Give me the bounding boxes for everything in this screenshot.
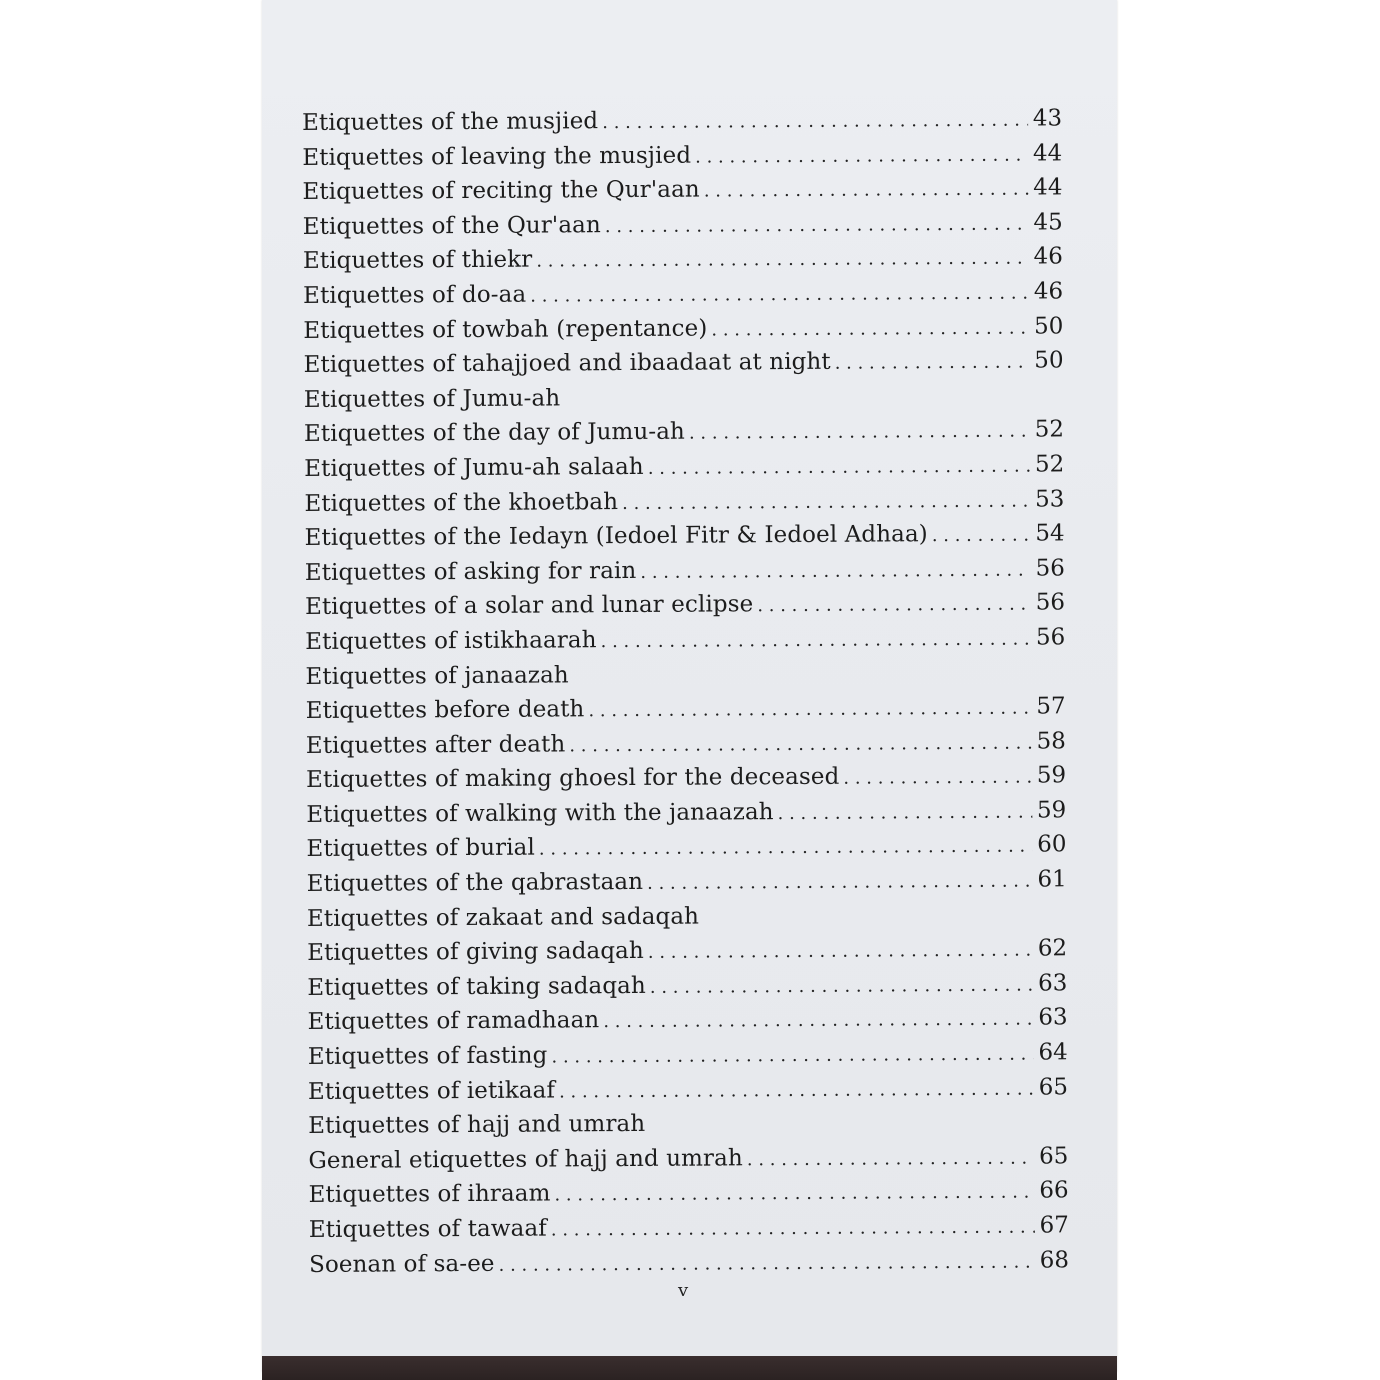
toc-entry-title: Etiquettes of fasting (307, 1042, 548, 1071)
dot-leader (778, 801, 1033, 824)
toc-entry (308, 1039, 1068, 1078)
toc-entry-page-number: 60 (1037, 831, 1067, 858)
toc-entry (302, 140, 1062, 179)
toc-entry-page-number: 63 (1038, 1004, 1068, 1031)
toc-entry (309, 1212, 1069, 1251)
toc-entry (307, 970, 1067, 1009)
toc-entry-title: Etiquettes of the qabrastaan (306, 868, 644, 898)
dot-leader (569, 732, 1032, 756)
toc-entry-title: Etiquettes after death (305, 731, 566, 759)
toc-entry-title: Etiquettes of leaving the musjied (302, 142, 692, 171)
toc-entry-page-number: 52 (1034, 416, 1065, 443)
toc-entry-title: General etiquettes of hajj and umrah (308, 1145, 743, 1174)
dot-leader (559, 1078, 1034, 1102)
toc-entry (303, 278, 1063, 317)
toc-entry-title: Etiquettes of the Iedayn (Iedoel Fitr & Iedoel Adhaa) (304, 521, 928, 552)
toc-entry-page-number: 43 (1032, 105, 1063, 132)
toc-entry-page-number: 54 (1035, 520, 1065, 547)
toc-section-heading (308, 1109, 1068, 1148)
toc-entry-title: Etiquettes of taking sadaqah (307, 972, 646, 1001)
toc-section-heading (305, 659, 1065, 698)
toc-entry-page-number: 50 (1034, 347, 1064, 374)
toc-section-heading (304, 382, 1064, 421)
toc-entry (303, 209, 1063, 248)
dot-leader (554, 1182, 1034, 1206)
toc-entry-title: Etiquettes of asking for rain (304, 557, 637, 586)
page-folio: v (678, 1280, 689, 1301)
toc-entry-title: Etiquettes of zakaat and sadaqah (306, 903, 700, 932)
toc-entry-title: Etiquettes of the Qur'aan (302, 211, 601, 240)
toc-entry-title: Etiquettes of hajj and umrah (308, 1111, 646, 1140)
dot-leader (602, 110, 1028, 134)
toc-entry-page-number: 44 (1032, 139, 1063, 167)
toc-entry-page-number: 57 (1036, 693, 1066, 720)
toc-entry-title: Etiquettes of ietikaaf (307, 1077, 556, 1105)
toc-entry (304, 417, 1064, 456)
toc-entry-page-number: 58 (1036, 728, 1066, 755)
dot-leader (539, 836, 1033, 860)
toc-entry-page-number: 63 (1037, 970, 1068, 997)
toc-section-heading (307, 901, 1067, 940)
toc-entry (302, 175, 1062, 214)
toc-entry (303, 348, 1063, 387)
dot-leader (647, 871, 1033, 894)
toc-entry-page-number: 45 (1033, 209, 1063, 236)
dot-leader (843, 767, 1032, 789)
dot-leader (605, 213, 1029, 237)
toc-entry (306, 728, 1066, 767)
dot-leader (704, 179, 1029, 202)
toc-entry-title: Etiquettes of tahajjoed and ibaadaat at night (303, 348, 831, 379)
toc-entry-page-number: 66 (1039, 1177, 1069, 1204)
toc-entry-title: Etiquettes of Jumu-ah (303, 385, 561, 413)
toc-entry-page-number: 46 (1033, 243, 1063, 270)
toc-entry-page-number: 56 (1035, 624, 1066, 651)
toc-entry (309, 1178, 1069, 1217)
toc-entry (307, 866, 1067, 905)
toc-entry (305, 590, 1065, 629)
toc-entry-page-number: 52 (1034, 451, 1065, 478)
toc-entry-title: Etiquettes of making ghoesl for the deceased (306, 764, 840, 794)
table-of-contents (302, 105, 1069, 1286)
toc-entry-page-number: 62 (1037, 935, 1068, 962)
dot-leader (711, 317, 1029, 340)
toc-entry (308, 1143, 1068, 1182)
toc-entry-page-number: 53 (1035, 485, 1065, 513)
toc-entry-title: Etiquettes of ihraam (308, 1180, 551, 1209)
toc-entry-page-number: 50 (1033, 312, 1064, 340)
toc-entry (302, 105, 1062, 144)
toc-entry-title: Etiquettes of do-aa (303, 281, 527, 309)
toc-entry-title: Etiquettes of Jumu-ah salaah (304, 453, 644, 482)
toc-entry (305, 555, 1065, 594)
toc-entry (303, 313, 1063, 352)
dot-leader (695, 144, 1028, 167)
dot-leader (588, 698, 1031, 722)
toc-entry-page-number: 46 (1033, 278, 1064, 305)
toc-entry-title: Etiquettes of towbah (repentance) (303, 315, 708, 344)
dot-leader (648, 455, 1031, 478)
toc-entry-title: Etiquettes of istikhaarah (305, 627, 597, 655)
toc-entry-page-number: 68 (1039, 1246, 1070, 1274)
dot-leader (622, 490, 1030, 513)
toc-entry (305, 520, 1065, 559)
toc-entry (303, 244, 1063, 283)
toc-entry (307, 1005, 1067, 1044)
toc-entry-page-number: 56 (1035, 589, 1066, 616)
dot-leader (603, 1009, 1033, 1033)
toc-entry-title: Etiquettes of the khoetbah (304, 488, 619, 517)
dot-leader (689, 421, 1030, 444)
toc-entry-title: Etiquettes of thiekr (302, 246, 533, 275)
toc-entry-page-number: 44 (1033, 174, 1063, 201)
toc-entry-page-number: 56 (1035, 555, 1065, 582)
toc-entry-title: Etiquettes before death (305, 696, 585, 725)
toc-entry-title: Soenan of sa-ee (308, 1250, 495, 1278)
dot-leader (499, 1251, 1036, 1275)
toc-entry (304, 486, 1064, 525)
toc-entry-title: Etiquettes of tawaaf (308, 1215, 547, 1243)
dot-leader (551, 1217, 1035, 1241)
dot-leader (650, 974, 1034, 997)
toc-entry (306, 693, 1066, 732)
toc-entry-page-number: 64 (1038, 1039, 1068, 1066)
toc-entry-title: Etiquettes of janaazah (305, 661, 569, 690)
toc-entry (306, 797, 1066, 836)
toc-entry-page-number: 65 (1039, 1143, 1069, 1170)
toc-entry (306, 763, 1066, 802)
toc-entry (308, 1074, 1068, 1113)
toc-entry (304, 451, 1064, 490)
toc-entry-title: Etiquettes of a solar and lunar eclipse (304, 591, 754, 621)
dot-leader (648, 940, 1033, 963)
toc-entry-title: Etiquettes of ramadhaan (307, 1007, 600, 1036)
dot-leader (932, 525, 1031, 547)
dot-leader (536, 248, 1029, 272)
toc-entry-title: Etiquettes of the day of Jumu-ah (303, 419, 686, 448)
toc-entry-title: Etiquettes of the musjied (302, 108, 599, 136)
toc-entry-title: Etiquettes of burial (306, 835, 535, 863)
toc-entry-title: Etiquettes of giving sadaqah (307, 938, 644, 967)
toc-entry-page-number: 67 (1039, 1212, 1069, 1239)
dot-leader (530, 283, 1029, 307)
toc-entry-page-number: 59 (1036, 797, 1067, 824)
toc-entry-title: Etiquettes of reciting the Qur'aan (302, 176, 700, 206)
toc-entry (305, 624, 1065, 663)
toc-entry-page-number: 65 (1038, 1073, 1069, 1101)
toc-entry-page-number: 59 (1036, 762, 1067, 789)
dot-leader (835, 352, 1030, 374)
dot-leader (601, 628, 1032, 652)
toc-entry (306, 832, 1066, 871)
toc-entry (307, 936, 1067, 975)
toc-entry-page-number: 61 (1037, 866, 1067, 893)
dot-leader (551, 1044, 1033, 1068)
dot-leader (757, 594, 1031, 617)
toc-entry-title: Etiquettes of walking with the janaazah (306, 799, 774, 828)
book-cover-edge (262, 1356, 1117, 1380)
dot-leader (747, 1147, 1035, 1170)
dot-leader (640, 559, 1031, 582)
toc-entry (309, 1247, 1069, 1286)
